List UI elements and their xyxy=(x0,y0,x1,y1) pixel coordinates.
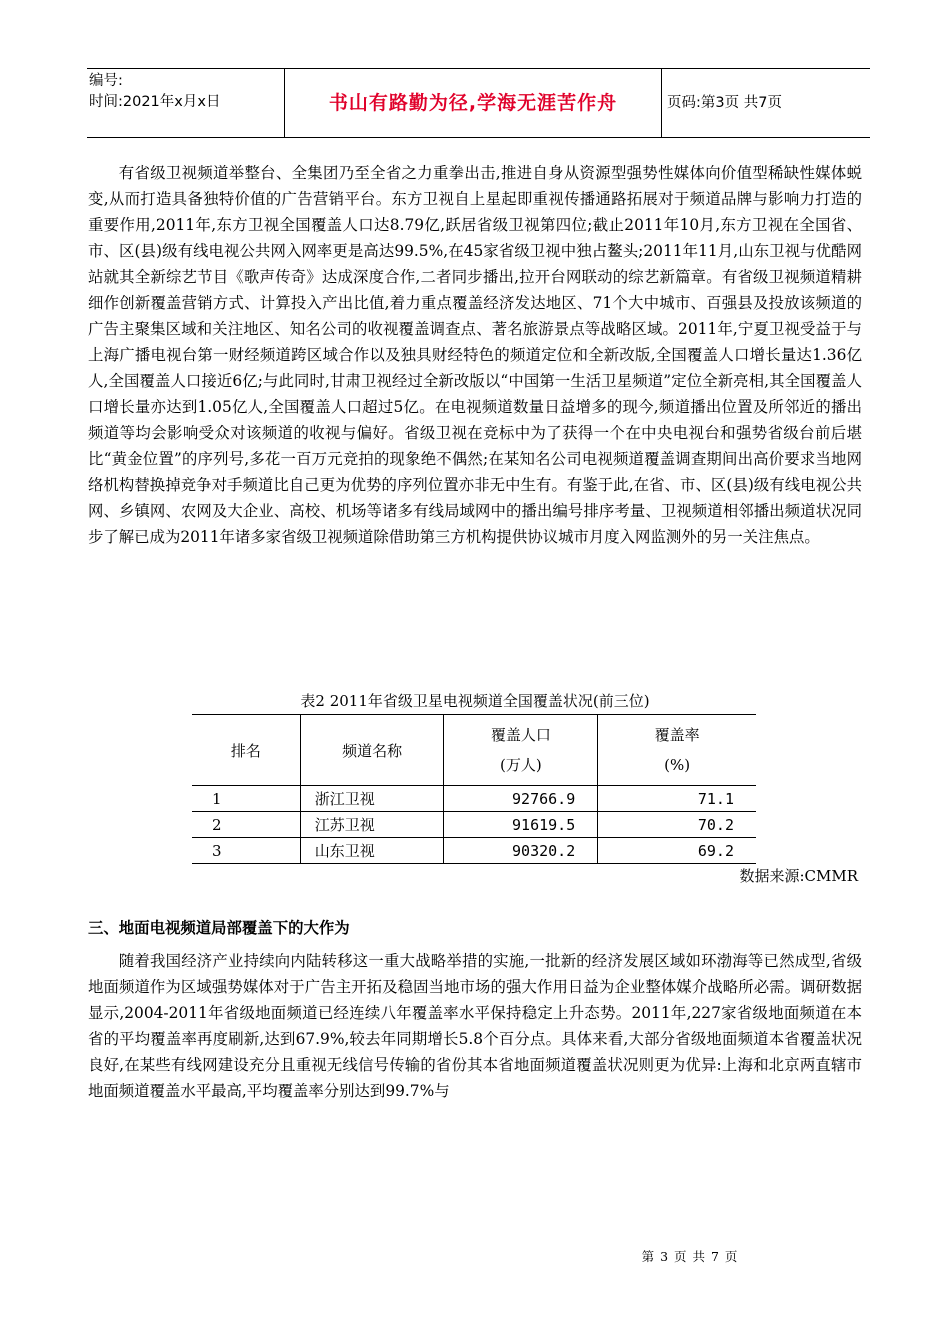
header-divider xyxy=(661,69,662,137)
header-page-label: 页码:第3页 共7页 xyxy=(667,95,782,111)
table-caption: 表2 2011年省级卫星电视频道全国覆盖状况(前三位) xyxy=(300,692,650,710)
table-source: 数据来源:CMMR xyxy=(739,867,858,885)
header-rate xyxy=(598,715,756,786)
header-number-label: 编号: xyxy=(89,73,123,89)
cell-rate: 69.2 xyxy=(598,838,756,864)
body-paragraph-2: 随着我国经济产业持续向内陆转移这一重大战略举措的实施,一批新的经济发展区域如环渤海等已然成型,省级地面频道作为区域强势媒体对于广告主开拓及稳固当地市场的强大作用日益为企业整体媒介战略所必需。调研数据显示,2004-2011年省级地面频道已经连续八年覆盖率水平保持稳定上升态势。2011年,227家省级地面频道在本省的平均覆盖率再度刷新,达到67.9%,较去年同期增长5.8个百分点。具体来看,大部分省级地面频道本省覆盖状况良好,在某些有线网建设充分且重视无线信号传输的省份其本省地面频道覆盖状况则更为优异:上海和北京两直辖市地面频道覆盖水平最高,平均覆盖率分别达到99.7%与 xyxy=(88,952,862,1100)
header-meta xyxy=(89,71,281,135)
header-rate-line1: 覆盖率 xyxy=(654,726,700,744)
cell-channel-name: 江苏卫视 xyxy=(300,812,444,838)
cell-rank: 2 xyxy=(192,812,300,838)
header-time-label: 时间:2021年x月x日 xyxy=(89,94,221,110)
page-footer: 第 3 页 共 7 页 xyxy=(641,1249,739,1264)
cell-coverage: 92766.9 xyxy=(444,786,598,812)
header-slogan: 书山有路勤为径,学海无涯苦作舟 xyxy=(328,92,618,114)
header-coverage-line1: 覆盖人口 xyxy=(490,726,551,744)
cell-rate: 70.2 xyxy=(598,812,756,838)
section-heading: 三、地面电视频道局部覆盖下的大作为 xyxy=(88,919,350,937)
header-coverage-line2: (万人) xyxy=(499,756,542,774)
cell-rank: 3 xyxy=(192,838,300,864)
cell-coverage: 90320.2 xyxy=(444,838,598,864)
cell-rank: 1 xyxy=(192,786,300,812)
table-row xyxy=(192,838,756,864)
table-row xyxy=(192,786,756,812)
page-header xyxy=(87,68,870,138)
cell-coverage: 91619.5 xyxy=(444,812,598,838)
header-rate-line2: (%) xyxy=(664,756,691,774)
header-channel-name: 频道名称 xyxy=(300,715,444,786)
cell-channel-name: 山东卫视 xyxy=(300,838,444,864)
coverage-table xyxy=(192,714,756,864)
cell-rate: 71.1 xyxy=(598,786,756,812)
header-coverage xyxy=(444,715,598,786)
header-rank: 排名 xyxy=(192,715,300,786)
body-paragraph-1: 有省级卫视频道举整台、全集团乃至全省之力重拳出击,推进自身从资源型强势性媒体向价值型稀缺性媒体蜕变,从而打造具备独特价值的广告营销平台。东方卫视自上星起即重视传播通路拓展对于频道品牌与影响力打造的重要作用,2011年,东方卫视全国覆盖人口达8.79亿,跃居省级卫视第四位;截止2011年10月,东方卫视在全国省、市、区(县)级有线电视公共网入网率更是高达99.5%,在45家省级卫视中独占鳌头;2011年11月,山东卫视与优酷网站就其全新综艺节目《歌声传奇》达成深度合作,二者同步播出,拉开台网联动的综艺新篇章。有省级卫视频道精耕细作创新覆盖营销方式、计算投入产出比值,着力重点覆盖经济发达地区、71个大中城市、百强县及投放该频道的广告主聚集区域和关注地区、知名公司的收视覆盖调查点、著名旅游景点等战略区域。2011年,宁夏卫视受益于与上海广播电视台第一财经频道跨区域合作以及独具财经特色的频道定位和全新改版,全国覆盖人口增长量达1.36亿人,全国覆盖人口接近6亿;与此同时,甘肃卫视经过全新改版以“中国第一生活卫星频道”定位全新亮相,其全国覆盖人口增长量亦达到1.05亿人,全国覆盖人口超过5亿。在电视频道数量日益增多的现今,频道播出位置及所邻近的播出频道等均会影响受众对该频道的收视与偏好。省级卫视在竞标中为了获得一个在中央电视台和强势省级台前后堪比“黄金位置”的序列号,多花一百万元竞拍的现象绝不偶然;在某知名公司电视频道覆盖调查期间出高价要求当地网络机构替换掉竞争对手频道比自己更为优势的序列位置亦非无中生有。有鉴于此,在省、市、区(县)级有线电视公共网、乡镇网、农网及大企业、高校、机场等诸多有线局域网中的播出编号排序考量、卫视频道相邻播出频道状况同步了解已成为2011年诸多家省级卫视频道除借助第三方机构提供协议城市月度入网监测外的另一关注焦点。 xyxy=(88,164,862,546)
table-header-row xyxy=(192,715,756,786)
table-row xyxy=(192,812,756,838)
cell-channel-name: 浙江卫视 xyxy=(300,786,444,812)
